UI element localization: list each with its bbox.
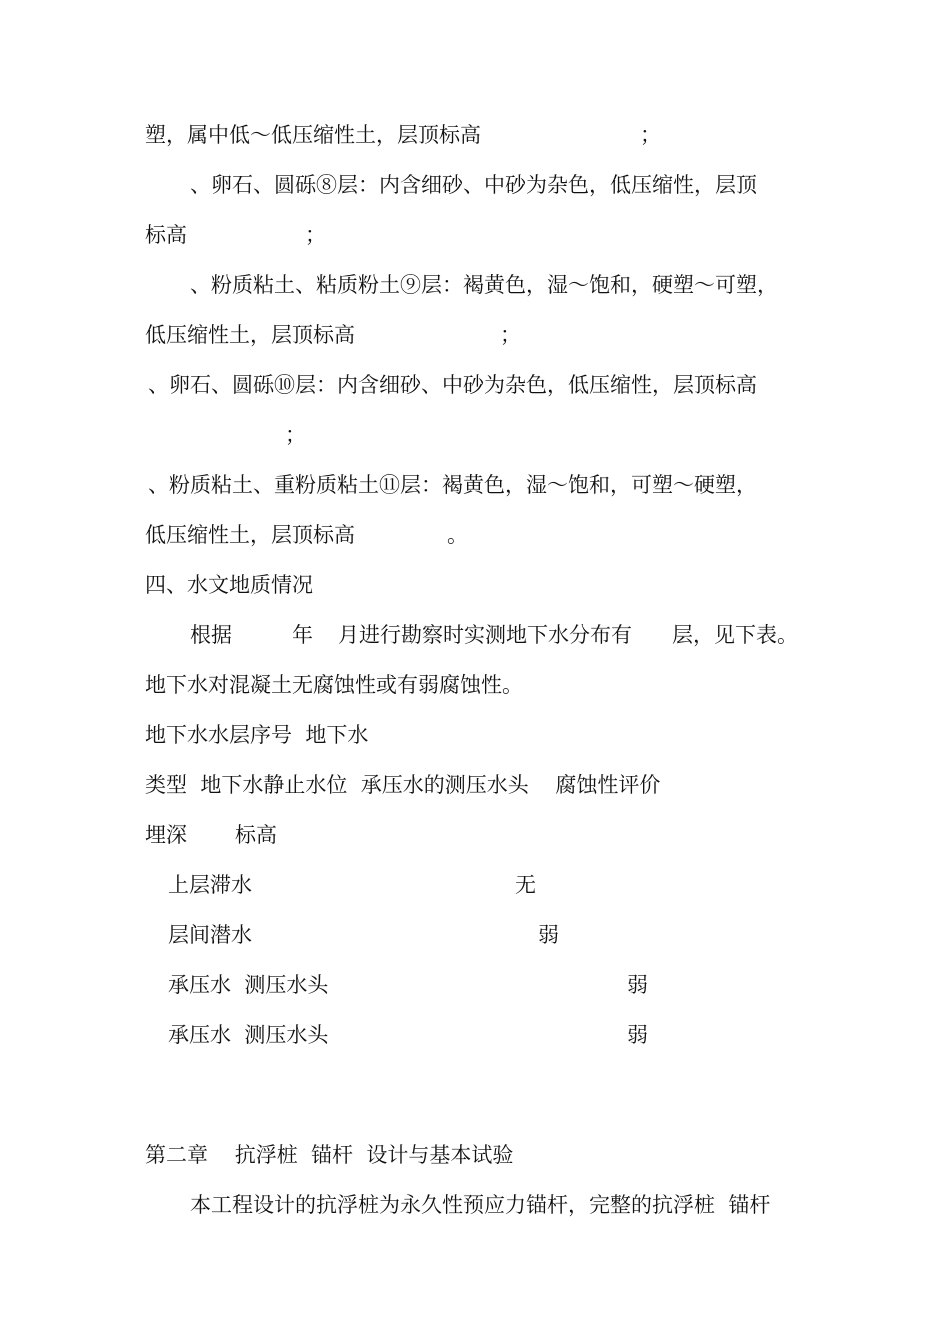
table-row-2-corrosion: 弱 xyxy=(538,923,559,947)
text-line-11-d: 层，见下表。 xyxy=(672,623,798,647)
table-row-3-type: 承压水 测压水头 xyxy=(168,973,329,997)
text-line-1-end: ； xyxy=(640,123,661,147)
table-row-4-type: 承压水 测压水头 xyxy=(168,1023,329,1047)
text-line-2: 、卵石、圆砾⑧层：内含细砂、中砂为杂色，低压缩性，层顶 xyxy=(190,173,757,197)
table-header-line-3-b: 标高 xyxy=(235,823,277,847)
table-header-line-3-a: 埋深 xyxy=(145,823,187,847)
table-row-3-corrosion: 弱 xyxy=(627,973,648,997)
text-line-11-a: 根据 xyxy=(190,623,232,647)
text-line-9-end: 。 xyxy=(447,523,468,547)
text-line-4: 、粉质粘土、粘质粉土⑨层：褐黄色，湿～饱和，硬塑～可塑， xyxy=(190,273,778,297)
text-line-last: 本工程设计的抗浮桩为永久性预应力锚杆，完整的抗浮桩 锚杆 xyxy=(190,1193,771,1217)
table-row-1-type: 上层滞水 xyxy=(168,873,252,897)
section-heading-hydrogeology: 四、水文地质情况 xyxy=(145,573,313,597)
text-line-11-c: 月进行勘察时实测地下水分布有 xyxy=(338,623,632,647)
table-row-2-type: 层间潜水 xyxy=(168,923,252,947)
text-line-5: 低压缩性土，层顶标高 xyxy=(145,323,355,347)
table-header-line-1: 地下水水层序号 地下水 xyxy=(145,723,369,747)
text-line-9: 低压缩性土，层顶标高 xyxy=(145,523,355,547)
text-line-6: 、卵石、圆砾⑩层：内含细砂、中砂为杂色，低压缩性，层顶标高 xyxy=(148,373,757,397)
text-line-12: 地下水对混凝土无腐蚀性或有弱腐蚀性。 xyxy=(145,673,523,697)
table-row-1-corrosion: 无 xyxy=(515,873,536,897)
text-line-1: 塑，属中低～低压缩性土，层顶标高 xyxy=(145,123,481,147)
text-line-7: ； xyxy=(285,423,306,447)
text-line-3: 标高 xyxy=(145,223,187,247)
table-row-4-corrosion: 弱 xyxy=(627,1023,648,1047)
text-line-11-b: 年 xyxy=(292,623,313,647)
text-line-3-end: ； xyxy=(305,223,326,247)
chapter-heading: 第二章 抗浮桩 锚杆 设计与基本试验 xyxy=(145,1143,514,1167)
table-header-line-2: 类型 地下水静止水位 承压水的测压水头 腐蚀性评价 xyxy=(145,773,661,797)
text-line-8: 、粉质粘土、重粉质粘土⑪层：褐黄色，湿～饱和，可塑～硬塑， xyxy=(148,473,757,497)
text-line-5-end: ； xyxy=(500,323,521,347)
